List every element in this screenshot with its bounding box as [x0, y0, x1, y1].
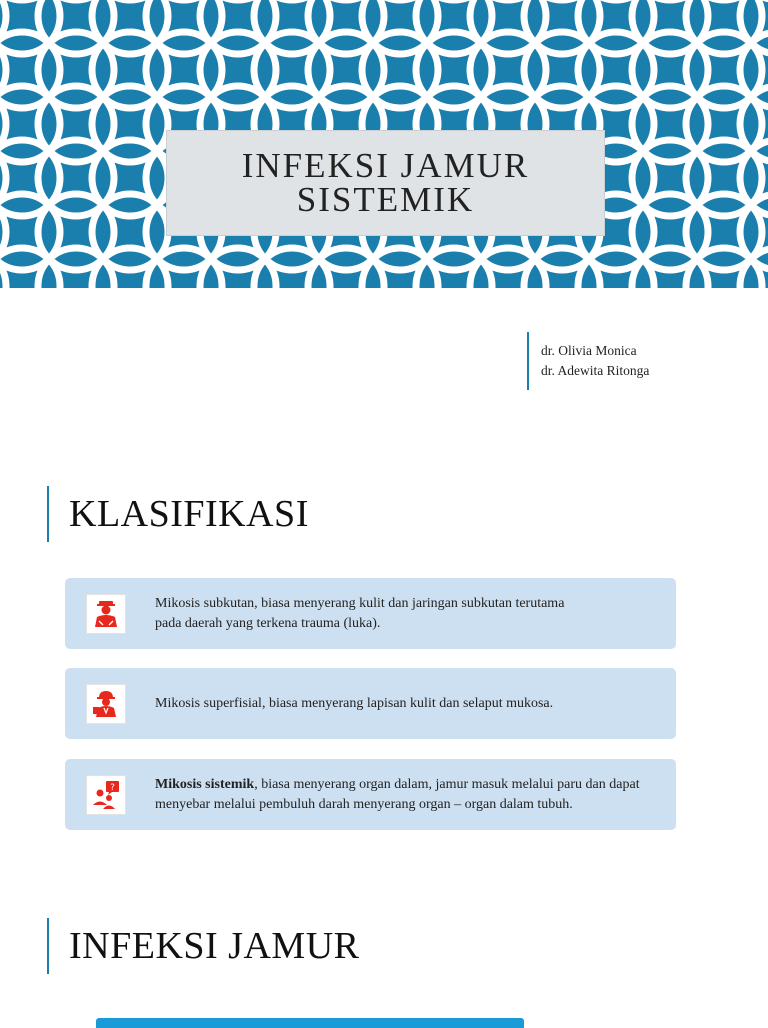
classification-card-subkutan	[65, 578, 676, 649]
engineer-icon	[86, 684, 126, 724]
title-box	[166, 130, 605, 236]
svg-text:?: ?	[110, 783, 115, 793]
author-1: dr. Olivia Monica	[541, 343, 637, 358]
item-rest-sistemik: , biasa menyerang organ dalam, jamur masuk melalui paru dan dapat menyebar melalui pembuluh darah menyerang organ – organ dalam tubuh.	[155, 776, 640, 812]
author-list	[527, 332, 649, 390]
classification-card-sistemik	[65, 759, 676, 830]
presentation-title: INFEKSI JAMUR SISTEMIK	[241, 146, 530, 219]
item-text-sistemik	[155, 775, 655, 815]
classification-card-superfisial	[65, 668, 676, 739]
content-bar	[96, 1018, 524, 1028]
question-people-icon	[86, 775, 126, 815]
worker-icon	[86, 594, 126, 634]
item-text-subkutan: Mikosis subkutan, biasa menyerang kulit dan jaringan subkutan terutama pada daerah yang terkena trauma (luka).	[155, 595, 565, 631]
author-2: dr. Adewita Ritonga	[541, 363, 650, 378]
infeksi-jamur-heading: INFEKSI JAMUR	[47, 918, 359, 974]
item-text-superfisial: Mikosis superfisial, biasa menyerang lapisan kulit dan selaput mukosa.	[155, 695, 554, 711]
title-slide	[0, 0, 768, 440]
klasifikasi-heading: KLASIFIKASI	[47, 486, 309, 542]
item-bold-sistemik: Mikosis sistemik	[155, 776, 255, 792]
